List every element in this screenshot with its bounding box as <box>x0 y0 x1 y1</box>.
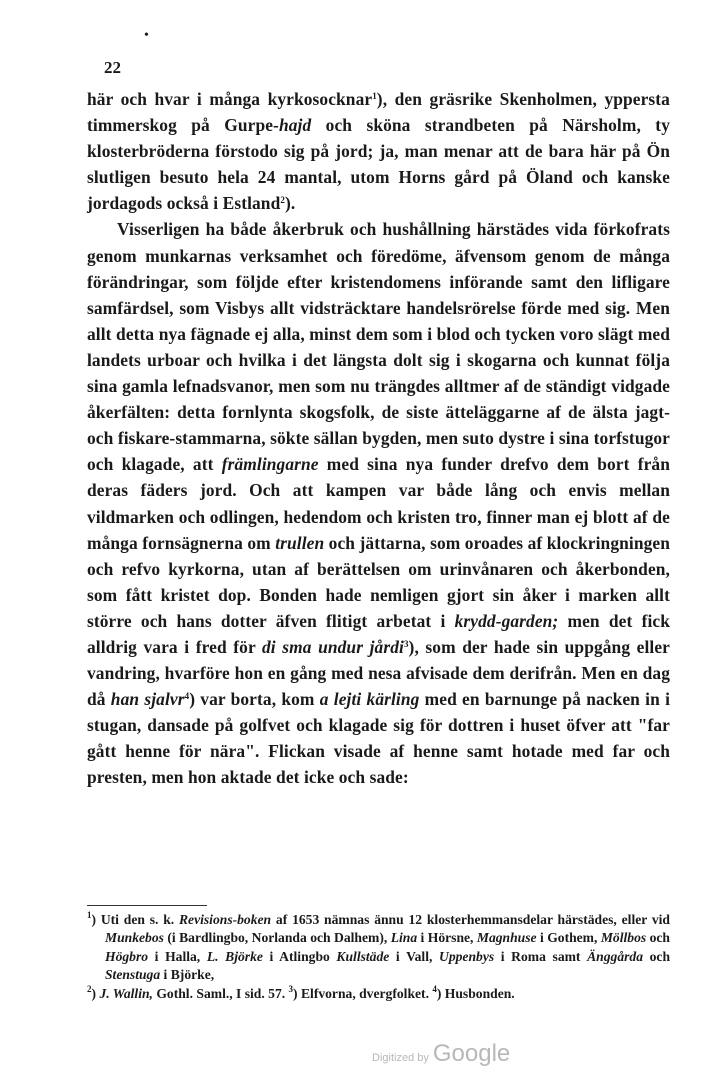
footnote-2-4 <box>87 985 670 1003</box>
footnote-ref: 2 <box>87 983 92 994</box>
italic-text: a lejti kärling <box>319 689 420 710</box>
text-run: och sköna strandbeten på Närsholm, ty klosterbröderna förstodo sig på jord; ja, man menar att de bara här på Ön slutligen besuto hela 24 mantal, utom Horns gård på Öland och kanske jordagods också i Estland <box>87 115 670 214</box>
footnote-ref: 3 <box>288 983 294 994</box>
text-run: ). <box>284 193 296 214</box>
text-run: och <box>646 930 670 946</box>
footnote-ref: 4 <box>184 691 190 702</box>
italic-text: L. Björke <box>206 948 263 964</box>
text-run: i Atlingbo <box>262 948 337 964</box>
text-run: i Björke, <box>160 967 215 983</box>
text-run: Visserligen ha både åkerbruk och hushållning härstädes vida förkofrats genom munkarnas verksamhet och föredöme, äfvensom genom de många förändringar, som följde efter kristendomens införande samt den lifligare samfärdsel, som Visbys allt vidsträcktare handelsrörelse förde med sig. Men allt detta nya fägnade ej alla, minst dem som i blod och tycken voro slägt med landets urboar och hvilka i det längsta dolt sig i skogarna och kunnat följa sina gamla lefnadsvanor, men som nu trängdes alltmer af de ständigt vidgade åkerfälten: detta fornlynta skogsfolk, de siste ätteläggarne af de älsta jagt- och fiskare-stammarna, sökte sällan bygden, men suto dystre i sina torfstugor och klagade, att <box>87 219 670 475</box>
paragraph-1 <box>87 86 670 216</box>
paragraph-2 <box>87 216 670 790</box>
footnote-ref: 1 <box>372 91 377 101</box>
italic-text: J. Wallin, <box>99 985 153 1001</box>
text-run: Gothl. Saml., I sid. 57. <box>152 985 289 1001</box>
text-run: af 1653 nämnas ännu 12 klosterhemmansdelar härstädes, eller vid <box>271 912 670 927</box>
italic-text: Magnhuse <box>476 930 537 946</box>
watermark-logo: Google <box>432 1040 511 1067</box>
text-run: och <box>643 948 671 964</box>
italic-text: Kullstäde <box>336 948 390 964</box>
text-run: (i Bardlingbo, Norlanda och Dalhem), <box>163 930 391 946</box>
footnote-ref: 4 <box>432 983 437 994</box>
text-run: ) Husbonden. <box>436 985 515 1001</box>
text-run: ), den gräsrike Skenholmen, yppersta timmerskog på Gurpe- <box>87 89 670 136</box>
text-run: ) Elfvorna, dvergfolket. <box>293 985 433 1001</box>
italic-text: hajd <box>278 115 312 136</box>
text-run: i Halla, <box>148 948 207 964</box>
text-run: och jättarna, som oroades af klockringningen och refvo kyrkorna, utan af berättelsen om urinvånaren och åkerbonden, som fått kristet dop. Bonden hade nemligen gjort sin åker i marken allt större och hans dotter äfven flitigt arbetat i <box>87 532 670 631</box>
footnote-rule <box>87 905 207 906</box>
text-run: ) var borta, kom <box>189 689 320 710</box>
footnote-1 <box>87 911 670 985</box>
italic-text: Högbro <box>105 948 149 964</box>
text-run: i Roma samt <box>494 948 588 964</box>
italic-text: di sma undur jårdi <box>262 636 404 657</box>
text-run: med en barnunge på nacken in i stugan, dansade på golfvet och klagade sig för dottren i huset öfver att "far gått henne för nära". Flickan visade af henne samt hotade med far och presten, men hon aktade det icke och sade: <box>87 689 671 788</box>
text-run: ) Uti den s. k. <box>91 912 179 927</box>
italic-text: Möllbos <box>600 930 647 946</box>
italic-text: Munkebos <box>105 930 164 946</box>
italic-text: Uppenbys <box>439 948 495 964</box>
footnote-ref: 3 <box>403 638 409 649</box>
italic-text: trullen <box>275 532 325 553</box>
italic-text: Lina <box>390 930 418 946</box>
text-run: ) <box>91 985 100 1001</box>
italic-text: Stenstuga <box>105 967 161 983</box>
italic-text: Änggårda <box>587 948 643 964</box>
footnote-ref: 1 <box>87 910 92 920</box>
text-run: ), som der hade sin uppgång eller vandring, hvarföre hon en gång med nesa afvisade dem derifrån. Men en dag då <box>87 636 670 710</box>
footnotes <box>87 911 670 1003</box>
text-run: med sina nya funder drefvo dem bort från deras fäders jord. Och att kampen var både lång och envis mellan vildmarken och odlingen, hedendom och kristen tro, finner man ej blott af de många fornsägnerna om <box>87 454 670 553</box>
page-mark: • <box>144 28 149 43</box>
footnote-ref: 2 <box>280 195 285 206</box>
text-run: här och hvar i många kyrkosocknar <box>87 89 373 109</box>
page-number: 22 <box>104 58 121 77</box>
watermark-prefix: Digitized by <box>372 1052 429 1064</box>
italic-text: Revisions-boken <box>178 912 272 927</box>
text-run: i Hörsne, <box>417 930 477 946</box>
italic-text: främlingarne <box>221 454 319 475</box>
text-run: men det fick alldrig vara i fred för <box>87 610 671 657</box>
body-text <box>87 86 670 791</box>
text-run: i Gothem, <box>536 930 601 946</box>
italic-text: han sjalvr <box>110 689 185 710</box>
italic-text: krydd-garden; <box>454 610 559 631</box>
watermark <box>372 1040 510 1068</box>
text-run: i Vall, <box>389 948 440 964</box>
